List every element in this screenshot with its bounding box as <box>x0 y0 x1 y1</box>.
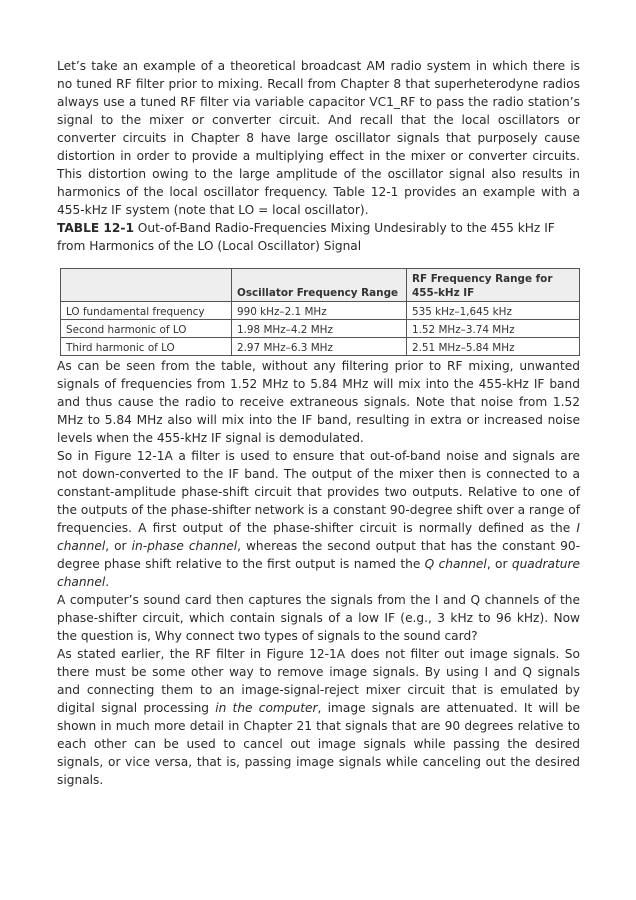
paragraph-table-discussion: As can be seen from the table, without any filtering prior to RF mixing, unwanted signals of frequencies from 1.52 MHz to 5.84 MHz will mix into the 455-kHz IF band and thus cause the radio to receive extraneous signals. Note that noise from 1.52 MHz to 5.84 MHz also will mix into the IF band, resulting in extra or increased noise levels when the 455-kHz IF signal is demodulated. <box>57 359 580 445</box>
paragraph-text: , whereas the second output that has the constant 90-degree phase shift relative to the first output is named the <box>57 539 581 571</box>
paragraph-image-reject <box>57 645 580 789</box>
table-caption-text: Out-of-Band Radio-Frequencies Mixing Undesirably to the 455 kHz IF from Harmonics of the LO (Local Oscillator) Signal <box>57 221 555 253</box>
paragraph-intro: Let’s take an example of a theoretical broadcast AM radio system in which there is no tuned RF filter prior to mixing. Recall from Chapter 8 that superheterodyne radios always use a tuned RF filter via variable capacitor VC1_RF to pass the radio station’s signal to the mixer or converter circuit. And recall that the local oscillators or converter circuits in Chapter 8 have large oscillator signals that purposely cause distortion in order to provide a multiplying effect in the mixer or converter circuits. This distortion owing to the large amplitude of the oscillator signal also results in harmonics of the local oscillator frequency. Table 12-1 provides an example with a 455-kHz IF system (note that LO = local oscillator). <box>57 59 580 217</box>
table-row <box>61 338 580 356</box>
emphasis-term: in-phase channel <box>131 539 238 553</box>
table-cell: 2.51 MHz–5.84 MHz <box>407 338 580 356</box>
table-cell: 1.52 MHz–3.74 MHz <box>407 320 580 338</box>
table-caption-label: TABLE 12-1 <box>57 221 134 235</box>
table-cell: 2.97 MHz–6.3 MHz <box>232 338 407 356</box>
emphasis-term: in the computer <box>215 701 318 715</box>
table-header-row <box>61 269 580 302</box>
table-header-cell: RF Frequency Range for 455-kHz IF <box>407 269 580 302</box>
paragraph-text: . <box>105 575 110 589</box>
frequency-table <box>60 268 580 356</box>
paragraph-text: So in Figure 12-1A a filter is used to ensure that out-of-band noise and signals are not down-converted to the IF band. The output of the mixer then is connected to a constant-amplitude phase-shift circuit that provides two outputs. Relative to one of the outputs of the phase-shifter network is a constant 90-degree shift over a range of frequencies. A first output of the phase-shifter circuit is normally defined as the <box>57 449 580 535</box>
table-cell: 1.98 MHz–4.2 MHz <box>232 320 407 338</box>
paragraph-text: , or <box>105 539 132 553</box>
table-cell: Third harmonic of LO <box>61 338 232 356</box>
table-cell: 990 kHz–2.1 MHz <box>232 302 407 320</box>
table-caption <box>57 219 580 255</box>
table-row <box>61 320 580 338</box>
table-header-cell: Oscillator Frequency Range <box>232 269 407 302</box>
table-cell: 535 kHz–1,645 kHz <box>407 302 580 320</box>
document-page <box>57 57 580 789</box>
paragraph-text: , or <box>486 557 512 571</box>
paragraph-phase-shifter <box>57 447 580 591</box>
emphasis-term: quadrature channel <box>57 557 580 589</box>
paragraph-sound-card: A computer’s sound card then captures the signals from the I and Q channels of the phase-shifter circuit, which contain signals of a low IF (e.g., 3 kHz to 96 kHz). Now the question is, Why connect two types of signals to the sound card? <box>57 593 580 643</box>
emphasis-term: Q channel <box>424 557 487 571</box>
table-cell: Second harmonic of LO <box>61 320 232 338</box>
emphasis-term: I channel <box>57 521 580 553</box>
table-cell: LO fundamental frequency <box>61 302 232 320</box>
table-header-cell <box>61 269 232 302</box>
paragraph-text: As stated earlier, the RF filter in Figure 12-1A does not filter out image signals. So there must be some other way to remove image signals. By using I and Q signals and connecting them to an image-signal-reject mixer circuit that is emulated by digital signal processing <box>57 647 580 715</box>
table-row <box>61 302 580 320</box>
paragraph-text: , image signals are attenuated. It will be shown in much more detail in Chapter 21 that signals that are 90 degrees relative to each other can be used to cancel out image signals while passing the desired signals, or vice versa, that is, passing image signals while canceling out the desired signals. <box>57 701 581 787</box>
